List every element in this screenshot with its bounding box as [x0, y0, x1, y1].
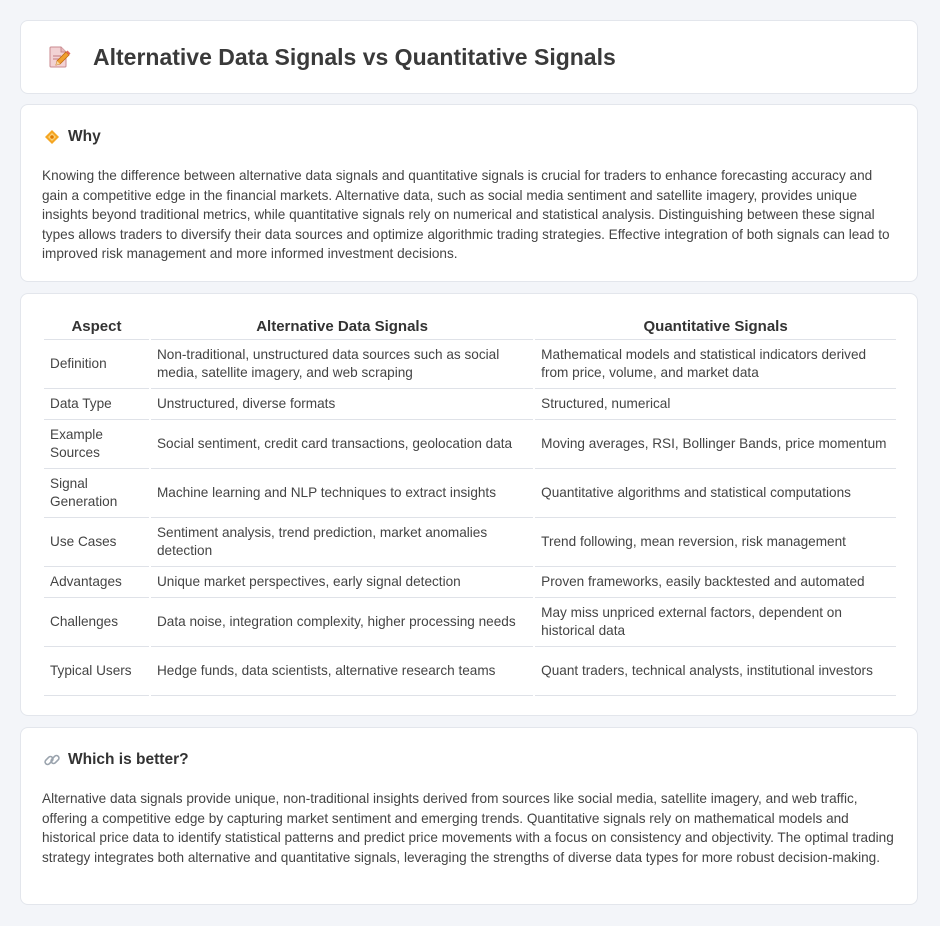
quantitative-cell: Proven frameworks, easily backtested and automated [535, 567, 896, 598]
table-row [44, 469, 896, 518]
quantitative-cell: Quant traders, technical analysts, institutional investors [535, 647, 896, 696]
alternative-cell: Sentiment analysis, trend prediction, market anomalies detection [151, 518, 533, 567]
alternative-cell: Hedge funds, data scientists, alternative research teams [151, 647, 533, 696]
alternative-cell: Machine learning and NLP techniques to extract insights [151, 469, 533, 518]
table-row [44, 389, 896, 420]
quantitative-cell: Trend following, mean reversion, risk management [535, 518, 896, 567]
quantitative-cell: Mathematical models and statistical indicators derived from price, volume, and market data [535, 340, 896, 389]
comparison-table [42, 314, 898, 696]
quantitative-cell: Quantitative algorithms and statistical computations [535, 469, 896, 518]
table-row [44, 567, 896, 598]
which-is-better-text: Alternative data signals provide unique, non-traditional insights derived from sources like social media, satellite imagery, and web traffic, offering a competitive edge by capturing market sentiment and emerging trends. Quantitative signals rely on mathematical models and historical price data to identify statistical patterns and predict price movements with a focus on consistency and objectivity. The optimal trading strategy integrates both alternative and quantitative signals, leveraging the strengths of diverse data types for more robust decision-making. [42, 791, 894, 865]
aspect-cell: Data Type [44, 389, 149, 420]
page-title: Alternative Data Signals vs Quantitative Signals [93, 43, 616, 70]
aspect-cell: Use Cases [44, 518, 149, 567]
why-heading: Why [68, 128, 101, 145]
quantitative-cell: May miss unpriced external factors, dependent on historical data [535, 598, 896, 647]
why-section [20, 104, 918, 282]
alternative-cell: Unstructured, diverse formats [151, 389, 533, 420]
comparison-table-card [20, 293, 918, 716]
header-aspect: Aspect [44, 314, 149, 340]
title-card [20, 20, 918, 94]
table-row [44, 518, 896, 567]
alternative-cell: Non-traditional, unstructured data sources such as social media, satellite imagery, and web scraping [151, 340, 533, 389]
aspect-cell: Challenges [44, 598, 149, 647]
link-icon [43, 751, 61, 769]
document-pencil-icon [47, 45, 71, 69]
table-row [44, 420, 896, 469]
quantitative-cell: Moving averages, RSI, Bollinger Bands, price momentum [535, 420, 896, 469]
aspect-cell: Definition [44, 340, 149, 389]
diamond-icon [43, 128, 61, 146]
header-quantitative: Quantitative Signals [535, 314, 896, 340]
aspect-cell: Advantages [44, 567, 149, 598]
why-text: Knowing the difference between alternative data signals and quantitative signals is crucial for traders to enhance forecasting accuracy and gain a competitive edge in the financial markets. Alternative data, such as social media sentiment and satellite imagery, provides unique insights beyond traditional metrics, while quantitative signals rely on numerical and statistical analysis. Distinguishing between these signal types allows traders to diversify their data sources and optimize algorithmic trading strategies. Effective integration of both signals can lead to improved risk management and more informed investment decisions. [42, 168, 890, 262]
which-is-better-heading: Which is better? [68, 751, 189, 768]
table-row [44, 647, 896, 696]
which-is-better-section [20, 727, 918, 905]
table-row [44, 340, 896, 389]
aspect-cell: Signal Generation [44, 469, 149, 518]
quantitative-cell: Structured, numerical [535, 389, 896, 420]
table-row [44, 598, 896, 647]
aspect-cell: Example Sources [44, 420, 149, 469]
header-alternative: Alternative Data Signals [151, 314, 533, 340]
aspect-cell: Typical Users [44, 647, 149, 696]
table-header-row [44, 314, 896, 340]
alternative-cell: Social sentiment, credit card transactions, geolocation data [151, 420, 533, 469]
alternative-cell: Data noise, integration complexity, higher processing needs [151, 598, 533, 647]
alternative-cell: Unique market perspectives, early signal detection [151, 567, 533, 598]
